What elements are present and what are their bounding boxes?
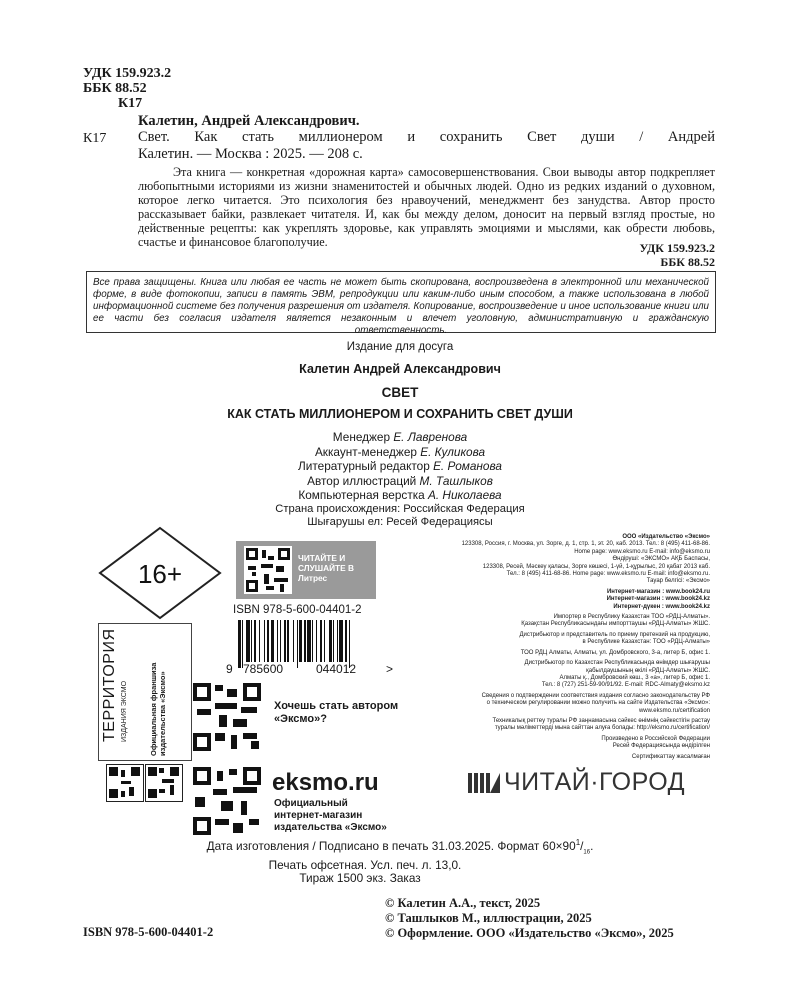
publisher-info-line: Техникалық реттеу туралы РФ заңнамасына сәйкес өнімнің сәйкестігін растау — [492, 717, 710, 724]
publisher-info-line: Интернет-магазин : www.book24.ru — [606, 588, 710, 595]
litres-label: ЧИТАЙТЕ И СЛУШАЙТЕ В Литрес — [298, 553, 354, 583]
catalog-codes-right — [560, 241, 715, 269]
territory-logo — [98, 623, 192, 761]
book-author: Калетин Андрей Александрович — [299, 362, 501, 376]
publisher-info-line: Импортер в Республику Казахстан ТОО «РДЦ-Алматы». — [553, 614, 710, 621]
publisher-info-line: ООО «Издательство «Эксмо» — [622, 534, 710, 540]
litres-qr-code — [244, 546, 292, 594]
territory-qr-code — [106, 764, 144, 802]
barcode-bar — [333, 620, 334, 662]
age-rating-text: 16+ — [137, 559, 183, 589]
chitai-gorod-logo — [468, 768, 718, 798]
origin-kz: Шығарушы ел: Ресей Федерациясы — [307, 516, 493, 528]
book-subtitle: КАК СТАТЬ МИЛЛИОНЕРОМ И СОХРАНИТЬ СВЕТ ДУШИ — [227, 407, 573, 421]
author-promo-text: Хочешь стать автором «Эксмо»? — [274, 700, 399, 725]
publisher-info-line: Алматы қ., Домбровский көш., 3 «а», литер Б, офис 1. — [559, 674, 710, 681]
book-title: СВЕТ — [381, 385, 419, 400]
barcode-bar — [242, 620, 243, 668]
publisher-info-line: Дистрибьютор и представитель по приему претензий на продукцию, — [519, 631, 710, 638]
barcode-bar — [320, 620, 323, 662]
eksmo-store-text: Официальный интернет-магазин издательства «Эксмо» — [274, 798, 387, 833]
publisher-info-line: 123308, Ресей, Мәскеу қаласы, Зорге көшесі, 1-үй, 1-құрылыс, 20 қабат 2013 каб. — [482, 563, 710, 570]
isbn-bottom: ISBN 978-5-600-04401-2 — [83, 925, 214, 939]
publisher-info-line: Home page: www.eksmo.ru E-mail: info@eksmo.ru — [574, 548, 710, 555]
barcode-bar — [297, 620, 298, 668]
publisher-info-line: Произведено в Российской Федерации — [601, 735, 710, 742]
publisher-info — [380, 534, 710, 761]
eksmo-store-qr-code[interactable] — [193, 767, 261, 835]
udk-code-right: УДК 159.923.2 — [639, 241, 715, 255]
barcode-digits: 9 785600 044012 > — [226, 662, 394, 676]
print-info-line-2: Печать офсетная. Усл. печ. л. 13,0. — [268, 858, 462, 873]
catalog-title-line-1: Свет. Как стать миллионером и сохранить Свет души / Андрей — [138, 129, 715, 145]
publisher-info-line: Дистрибьютор по Казахстан Республикасында өнімдер шығарушы — [524, 660, 710, 667]
print-info-line-3: Тираж 1500 экз. Заказ — [299, 871, 421, 886]
print-info-line-1: Дата изготовления / Подписано в печать 31.03.2025. Формат $60\times 90^1/_{16}$. — [206, 838, 594, 856]
barcode-bar — [304, 620, 305, 662]
copyright-block — [385, 896, 674, 941]
publisher-info-line: www.eksmo.ru/certification — [638, 707, 710, 714]
chitai-gorod-text: ЧИТАЙ·ГОРОД — [504, 768, 686, 796]
publisher-info-line: Сертификаттау жасалмаған — [631, 753, 710, 760]
barcode-bar — [337, 620, 338, 662]
credit-line: Аккаунт-менеджер Е. Куликова — [314, 444, 486, 459]
catalog-author-heading: Калетин, Андрей Александрович. — [138, 113, 360, 129]
print-info — [0, 836, 800, 885]
barcode-bar — [259, 620, 260, 662]
credit-line: Менеджер Е. Лавренова — [332, 430, 468, 444]
barcode-bar — [349, 620, 350, 668]
age-rating-badge — [98, 526, 222, 620]
barcode-bar — [287, 620, 288, 662]
publisher-info-line: ТОО РДЦ Алматы, Алматы, ул. Домбровского, 3-а, литер Б, офис 1. — [520, 649, 710, 656]
barcode-bar — [246, 620, 250, 662]
barcode-bar — [316, 620, 317, 662]
barcode-bar — [254, 620, 257, 662]
publisher-info-line: Тауар белгісі: «Эксмо» — [646, 578, 710, 585]
barcode-bar — [267, 620, 270, 662]
publisher-info-line: Тел.: 8 (727) 251-59-90/91/92. E-mail: RDC-Almaty@eksmo.kz — [541, 682, 710, 689]
publisher-info-line: қабылдаушының өкілі «РДЦ-Алматы» ЖШС. — [586, 667, 710, 674]
eksmo-site-link[interactable]: eksmo.ru — [272, 769, 379, 796]
publisher-info-line: Интернет-дүкен : www.book24.kz — [613, 603, 710, 610]
barcode-bar — [345, 620, 348, 662]
credits-list — [0, 430, 800, 503]
barcode-bar — [307, 620, 311, 662]
author-mark: К17 — [118, 96, 143, 111]
barcode-bar — [271, 620, 275, 662]
publisher-info-line: Қазақстан Республикасындағы импорттаушы «РДЦ-Алматы» ЖШС. — [521, 621, 710, 628]
publisher-info-line: Өндіруші: «ЭКСМО» АҚБ Баспасы, — [612, 556, 710, 563]
territory-qr-code-2 — [145, 764, 183, 802]
barcode-bar — [324, 620, 325, 662]
catalog-card-mark: К17 — [83, 131, 107, 146]
publisher-info-line: туралы мәліметтерді мына сайттан алуға болады: http://eksmo.ru/certification/ — [494, 725, 710, 732]
isbn-barcode — [238, 620, 388, 664]
barcode-bar — [293, 620, 294, 662]
bbk-code-right: ББК 88.52 — [660, 255, 715, 269]
publisher-info-line: Интернет-магазин : www.book24.kz — [606, 596, 710, 603]
litres-badge[interactable] — [236, 541, 376, 599]
origin-ru: Страна происхождения: Российская Федерация — [275, 503, 525, 515]
publisher-info-line: в Республике Казахстан: ТОО «РДЦ-Алматы» — [582, 639, 710, 646]
author-promo-qr-code[interactable] — [193, 683, 261, 751]
rights-notice-box — [86, 271, 716, 336]
publisher-info-line: о техническом регулировании можно получить на сайте Издательства «Эксмо»: — [486, 700, 710, 707]
credit-line: Литературный редактор Е. Романова — [298, 459, 502, 473]
copyright-line: © Оформление. ООО «Издательство «Эксмо», 2025 — [385, 926, 674, 940]
territory-logo-word: ТЕРРИТОРИЯ — [101, 628, 118, 742]
catalog-annotation: Эта книга — конкретная «дорожная карта» самосовершенствования. Свои выводы автор подкрепляет любопытными историями из жизни знаменитостей и обычных людей. Одно из редких изданий о духовном, которое легко читается. Это психология без нравоучений, менеджмент без занудства. Автор просто рассказывает байки, развлекает читателя. И, как бы между делом, доносит на первый взгляд простые, но действенные рецепты: как укреплять здоровье, как управлять эмоциями и мыслями, как обрести любовь, счастье и финансовое благополучие. — [138, 165, 715, 250]
barcode-bar — [264, 620, 265, 662]
territory-logo-side: Официальная франшиза издательства «Эксмо» — [149, 662, 167, 756]
rights-notice-text: Все права защищены. Книга или любая ее часть не может быть скопирована, воспроизведена в электронной или механической форме, в виде фотокопии, записи в память ЭВМ, репродукции или каким-либо иным способом, а также использована в любой информационной системе без получения разрешения от издателя. Копирование, воспроизведение и иное использование книги или ее части без согласия издателя является незаконным и влечет уголовную, административную и гражданскую ответственность. — [93, 277, 709, 336]
barcode-bar — [299, 620, 302, 662]
credit-line: Автор иллюстраций М. Ташлыков — [307, 473, 493, 488]
copyright-line: © Калетин А.А., текст, 2025 — [385, 896, 541, 910]
edition-type: Издание для досуга — [346, 341, 454, 353]
publisher-info-line: 123308, Россия, г. Москва, ул. Зорге, д. 1, стр. 1, эт. 20, каб. 2013. Тел.: 8 (495) 411-68-86. — [461, 541, 710, 548]
barcode-bar — [312, 620, 313, 662]
barcode-bar — [251, 620, 252, 662]
territory-logo-sub: ИЗДАНИЯ ЭКСМО — [121, 680, 128, 742]
chitai-gorod-icon — [468, 773, 500, 793]
isbn-label: ISBN 978-5-600-04401-2 — [233, 604, 362, 616]
catalog-title-line-2: Калетин. — Москва : 2025. — 208 с. — [138, 146, 363, 162]
bbk-code: ББК 88.52 — [83, 81, 147, 96]
publisher-info-line: Ресей Федерациясында өндірілген — [612, 743, 710, 750]
publisher-info-line: Тел.: 8 (495) 411-68-86. Home page: www.eksmo.ru E-mail: info@eksmo.ru. — [506, 571, 710, 578]
barcode-bar — [284, 620, 287, 662]
udk-code: УДК 159.923.2 — [83, 66, 172, 81]
classification-block — [83, 66, 171, 111]
credit-line: Компьютерная верстка А. Николаева — [298, 488, 502, 502]
copyright-line: © Ташлыков М., иллюстрации, 2025 — [385, 911, 592, 925]
barcode-bar — [329, 620, 332, 662]
barcode-bar — [339, 620, 343, 662]
publisher-info-line: Сведения о подтверждении соответствия издания согласно законодательству РФ — [481, 692, 710, 699]
barcode-bar — [280, 620, 281, 662]
barcode-bar — [238, 620, 241, 668]
barcode-bar — [277, 620, 278, 662]
